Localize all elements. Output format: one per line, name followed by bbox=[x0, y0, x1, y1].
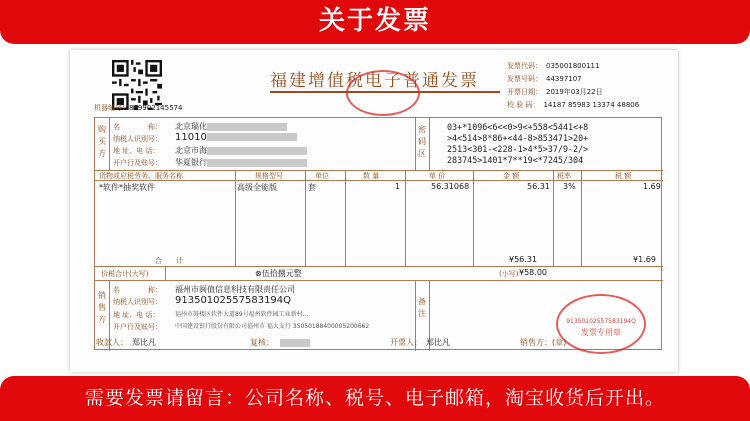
total-tax: ¥1.69 bbox=[633, 255, 656, 264]
divider bbox=[165, 266, 166, 280]
grand-total-label: 价税合计(大写) bbox=[101, 270, 149, 278]
grand-total-chinese: ⊗伍拾捌元整 bbox=[255, 269, 302, 278]
col-item: 货物或应税劳务、服务名称 bbox=[99, 172, 183, 180]
password-section-label: 密码区 bbox=[418, 125, 426, 158]
divider bbox=[345, 170, 346, 266]
seller-bank: 中国建设银行股份有限公司福州市 福大支行 35050188400005200662 bbox=[175, 323, 370, 330]
payee: 收款人： 郑比凡 bbox=[96, 338, 156, 347]
seller-address-label: 地 址、电 话： bbox=[113, 311, 160, 319]
col-spec: 规格型号 bbox=[255, 172, 283, 180]
divider bbox=[95, 280, 663, 281]
invoice-date-row: 开票日期： 2019年03月22日 bbox=[507, 88, 603, 96]
reviewer: 复核： bbox=[250, 337, 310, 348]
seller-name-label: 名 称： bbox=[113, 286, 162, 294]
col-unit: 单位 bbox=[315, 172, 329, 180]
buyer-address-label: 地 址、电 话： bbox=[113, 147, 160, 155]
banner-title: 关于发票 bbox=[318, 6, 431, 36]
row-price: 56.31068 bbox=[431, 182, 470, 191]
buyer-bank-label: 开户行及账号： bbox=[113, 159, 162, 167]
invoice-code-row: 发票代码： 035001800111 bbox=[507, 62, 600, 70]
divider bbox=[415, 118, 416, 170]
row-tax: 1.69 bbox=[643, 182, 661, 191]
divider bbox=[235, 170, 236, 266]
divider bbox=[405, 170, 406, 266]
row-item: *软件*抽奖软件 bbox=[99, 183, 155, 192]
divider bbox=[95, 266, 663, 267]
redaction bbox=[280, 339, 310, 347]
buyer-address: 北京市海 bbox=[175, 145, 307, 156]
buyer-bank: 华夏银行 bbox=[175, 157, 307, 168]
seller-seal: 91350102557583194Q 发票专用章 bbox=[556, 294, 646, 354]
invoice-number-row: 发票号码： 44397107 bbox=[507, 75, 582, 83]
seller-section-label: 销售方 bbox=[98, 291, 106, 324]
drawer: 开票人： 郑比凡 bbox=[390, 338, 450, 347]
total-label: 合 计 bbox=[155, 257, 183, 265]
seller-address: 福州市鼓楼区软件大道89号福州软件园工业新村… bbox=[175, 311, 309, 318]
invoice-request-notice: 需要发票请留言：公司名称、税号、电子邮箱，淘宝收货后开出。 bbox=[84, 387, 665, 409]
buyer-tax-id: 11010 bbox=[175, 132, 297, 143]
check-code-row: 校 验 码： 14187 85983 13374 48806 bbox=[507, 101, 640, 109]
seller-tax-id: 91350102557583194Q bbox=[175, 295, 292, 306]
redaction bbox=[207, 133, 297, 141]
grand-small-label: (小写) bbox=[499, 270, 519, 278]
divider bbox=[305, 170, 306, 266]
divider bbox=[109, 118, 110, 170]
remarks-section-label: 备注 bbox=[418, 297, 426, 318]
machine-number: 机器编号：889902145574 bbox=[94, 104, 183, 112]
invoice-paper bbox=[70, 50, 678, 372]
row-amount: 56.31 bbox=[527, 182, 550, 191]
redaction bbox=[207, 147, 307, 155]
col-qty: 数 量 bbox=[363, 172, 380, 180]
invoice-meta bbox=[507, 60, 639, 112]
row-unit: 套 bbox=[308, 183, 316, 192]
seller-tax-label: 纳税人识别号： bbox=[113, 298, 162, 306]
top-banner bbox=[0, 0, 750, 44]
row-qty: 1 bbox=[395, 182, 401, 191]
seller-name: 福州市闽值信息科技有限责任公司 bbox=[175, 285, 295, 294]
buyer-tax-label: 纳税人识别号： bbox=[113, 135, 162, 143]
divider bbox=[473, 170, 474, 266]
row-spec: 高级全能版 bbox=[237, 183, 277, 192]
tax-bureau-seal bbox=[346, 70, 420, 116]
cipher-block: 03+*1096<6<<0>9<+558<5441<+8 >4<514>8*86+<44-8>853471>20+ 2513<301-<228-1>4*5>37/9-2/> 283745>1401*7**19<*7245/304 bbox=[447, 122, 589, 165]
col-rate: 税率 bbox=[557, 172, 571, 180]
divider bbox=[553, 170, 554, 266]
bottom-banner bbox=[0, 376, 750, 421]
total-amount: ¥56.31 bbox=[509, 255, 537, 264]
col-price: 单 价 bbox=[429, 172, 446, 180]
col-amount: 金 额 bbox=[503, 172, 520, 180]
redaction bbox=[207, 123, 287, 131]
divider bbox=[581, 170, 582, 266]
col-tax: 税 额 bbox=[615, 172, 632, 180]
seller-sign: 销售方：(章) bbox=[520, 338, 567, 347]
buyer-name-label: 名 称： bbox=[113, 123, 162, 131]
seller-bank-label: 开户行及账号： bbox=[113, 323, 162, 331]
buyer-section-label: 购买方 bbox=[98, 125, 106, 158]
redaction bbox=[207, 159, 307, 167]
grand-total-small: ¥58.00 bbox=[519, 268, 547, 277]
divider bbox=[429, 118, 430, 170]
invoice-title: 福建增值税电子普通发票 bbox=[270, 71, 479, 91]
row-rate: 3% bbox=[563, 182, 576, 191]
buyer-name: 北京瑞化 bbox=[175, 121, 287, 132]
